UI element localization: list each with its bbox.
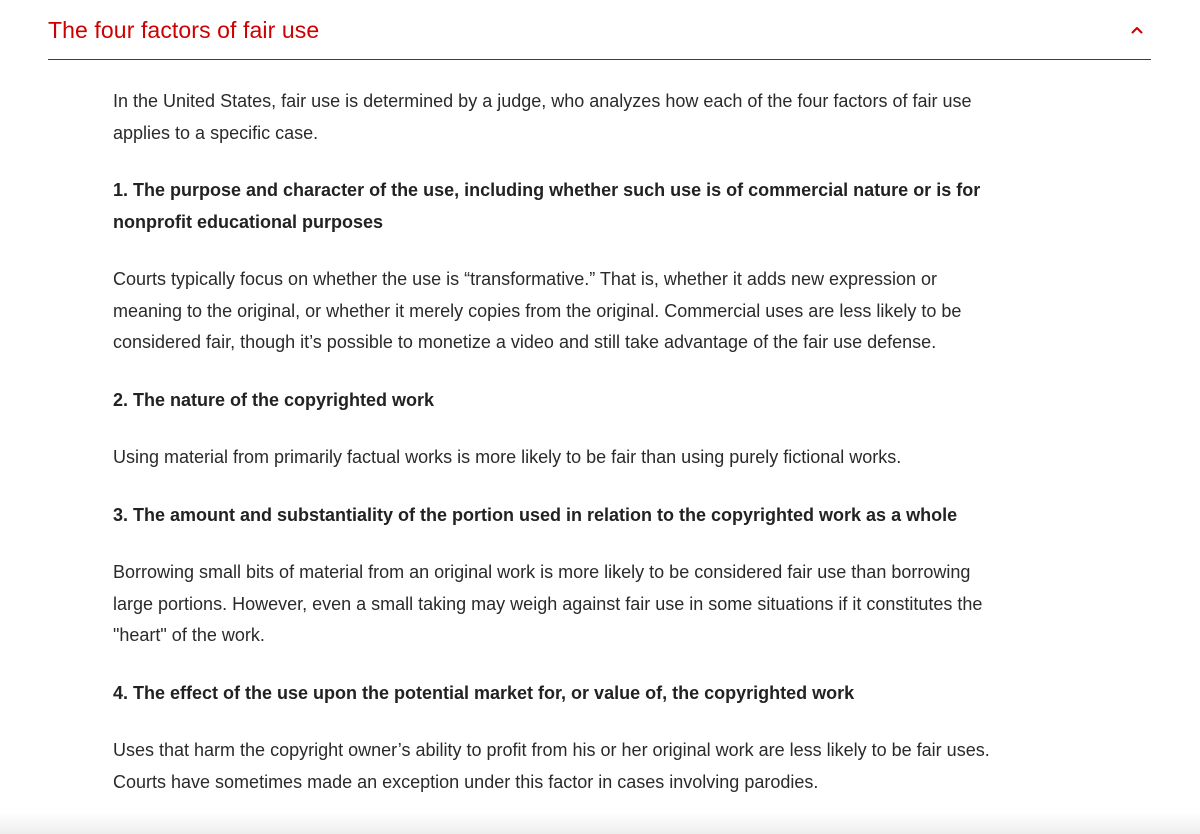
accordion-body xyxy=(113,86,993,824)
accordion-header[interactable] xyxy=(48,0,1151,60)
factor-1-heading: 1. The purpose and character of the use, including whether such use is of commercial nature or is for nonprofit educational purposes xyxy=(113,180,981,232)
factor-1-body: Courts typically focus on whether the use is “transformative.” That is, whether it adds new expression or meaning to the original, or whether it merely copies from the original. Commercial uses are less likely to be considered fair, though it’s possible to monetize a video and still take advantage of the fair use defense. xyxy=(113,269,962,352)
fair-use-accordion xyxy=(48,0,1151,60)
factor-2-heading: 2. The nature of the copyrighted work xyxy=(113,389,435,410)
factor-3-heading: 3. The amount and substantiality of the portion used in relation to the copyrighted work as a whole xyxy=(113,504,958,525)
chevron-up-icon[interactable] xyxy=(1129,22,1145,38)
factor-3-body: Borrowing small bits of material from an original work is more likely to be considered fair use than borrowing large portions. However, even a small taking may weigh against fair use in some situations if it constitutes the "heart" of the work. xyxy=(113,562,983,645)
factor-4-body: Uses that harm the copyright owner’s ability to profit from his or her original work are less likely to be fair uses. Courts have sometimes made an exception under this factor in cases involving parodies. xyxy=(113,740,990,792)
factor-2-body: Using material from primarily factual works is more likely to be fair than using purely fictional works. xyxy=(113,447,902,467)
intro-paragraph: In the United States, fair use is determined by a judge, who analyzes how each of the four factors of fair use applies to a specific case. xyxy=(113,91,972,143)
factor-4-heading: 4. The effect of the use upon the potential market for, or value of, the copyrighted work xyxy=(113,682,855,703)
accordion-title: The four factors of fair use xyxy=(48,17,320,43)
